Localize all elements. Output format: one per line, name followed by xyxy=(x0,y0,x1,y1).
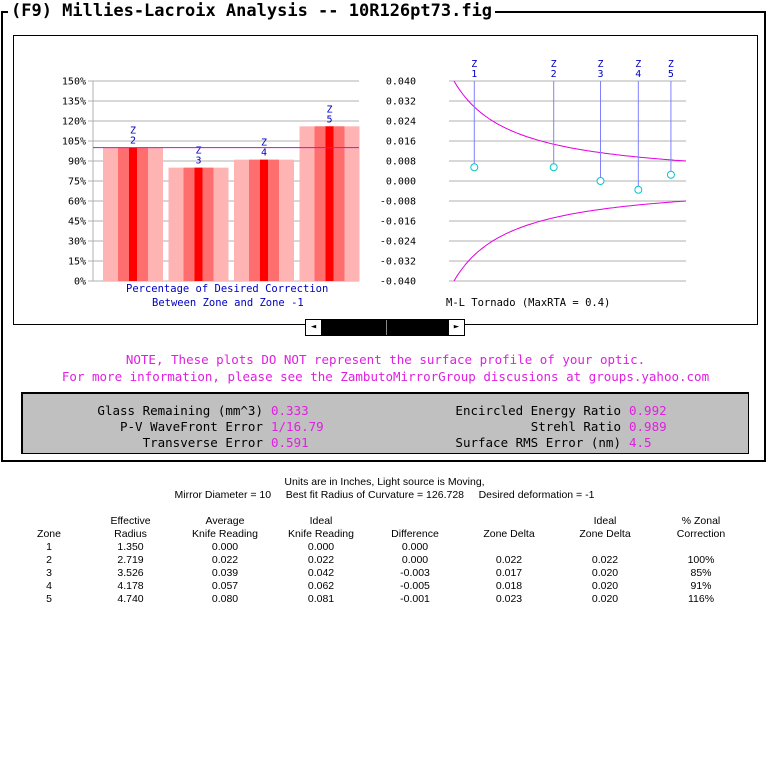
table-header-row-top xyxy=(14,515,749,528)
table-cell: 0.000 xyxy=(211,541,239,553)
note-line-2: For more information, please see the ZambutoMirrorGroup discusions at groups.yahoo.com xyxy=(61,369,710,384)
tornado-zone-marker xyxy=(635,186,642,193)
transverse-error-label: Transverse Error xyxy=(142,435,263,450)
bar-zone-number: 5 xyxy=(326,114,333,126)
table-cell: 2 xyxy=(46,554,52,566)
bar-inner xyxy=(195,168,203,281)
header-bottom-cell: Correction xyxy=(676,528,726,540)
transverse-error-value: 0.591 xyxy=(271,435,309,450)
header-bottom-cell: Zone xyxy=(37,528,61,540)
header-bottom-cell: Knife Reading xyxy=(192,528,258,540)
tornado-y-tick-label: 0.024 xyxy=(385,116,416,128)
tornado-zone-label: Z xyxy=(597,59,604,70)
table-cell: 0.000 xyxy=(401,541,429,553)
header-bottom-cell: Difference xyxy=(391,528,439,540)
bar-y-tick-label: 135% xyxy=(61,96,86,108)
table-cell: -0.001 xyxy=(400,593,430,605)
bar-zone-label: Z xyxy=(195,145,202,157)
bar-inner xyxy=(260,160,268,281)
bar-y-tick-label: 15% xyxy=(67,256,86,268)
table-cell: 4.740 xyxy=(117,593,144,605)
table-cell: 0.062 xyxy=(307,580,335,592)
tornado-caption: M-L Tornado (MaxRTA = 0.4) xyxy=(446,297,611,309)
table-cell: 116% xyxy=(687,593,715,605)
header-top-cell xyxy=(369,515,461,528)
header-top-cell: Ideal xyxy=(309,515,333,527)
surface-rms-label: Surface RMS Error (nm) xyxy=(455,435,621,450)
encircled-energy xyxy=(393,403,667,418)
bar-inner xyxy=(326,126,334,281)
tornado-zone-label: Z xyxy=(471,59,478,70)
scroll-thumb[interactable] xyxy=(386,320,387,335)
header-bottom-cell: Zone Delta xyxy=(579,528,631,540)
plots-panel xyxy=(13,35,758,325)
pv-error-label: P-V WaveFront Error xyxy=(120,419,263,434)
bar-zone-number: 4 xyxy=(260,147,268,159)
table-cell: 85% xyxy=(690,567,712,579)
header-top-cell: Average xyxy=(205,515,245,527)
table-cell: 0.018 xyxy=(495,580,523,592)
pv-error-value: 1/16.79 xyxy=(271,419,324,434)
table-cell xyxy=(461,541,557,554)
surface-rms-value: 4.5 xyxy=(629,435,652,450)
tornado-y-tick-label: 0.040 xyxy=(385,76,416,88)
tornado-y-tick-label: -0.032 xyxy=(379,256,416,268)
tornado-zone-number: 1 xyxy=(471,69,478,80)
table-cell: 0.022 xyxy=(211,554,239,566)
bar-zone-number: 3 xyxy=(195,155,202,167)
surface-rms xyxy=(393,435,652,450)
table-cell: 1 xyxy=(46,541,52,553)
table-cell: 0.020 xyxy=(591,567,619,579)
tornado-y-tick-label: -0.040 xyxy=(379,276,416,288)
glass-remaining-value: 0.333 xyxy=(271,403,309,418)
bar-y-tick-label: 60% xyxy=(67,196,86,208)
tornado-zone-number: 5 xyxy=(667,69,674,80)
bar-y-tick-label: 150% xyxy=(61,76,86,88)
bar-zone-number: 2 xyxy=(129,135,137,147)
table-cell: 0.057 xyxy=(211,580,239,592)
tornado-zone-label: Z xyxy=(635,59,642,70)
tornado-y-tick-label: -0.016 xyxy=(379,216,416,228)
bar-y-tick-label: 120% xyxy=(61,116,86,128)
tornado-zone-label: Z xyxy=(550,59,557,70)
tornado-zone-number: 3 xyxy=(597,69,604,80)
bar-inner xyxy=(129,148,137,281)
table-cell: 0.022 xyxy=(307,554,335,566)
tornado-zone-number: 4 xyxy=(635,69,642,80)
header-bottom-cell: Zone Delta xyxy=(483,528,535,540)
table-cell: 0.020 xyxy=(591,580,619,592)
header-top-cell: Effective xyxy=(110,515,151,527)
header-bottom-cell: Knife Reading xyxy=(288,528,354,540)
bar-y-tick-label: 30% xyxy=(67,236,86,248)
table-header-row-bottom xyxy=(14,528,749,541)
table-cell: 0.039 xyxy=(211,567,239,579)
report-line-1: Units are in Inches, Light source is Moving, xyxy=(284,476,485,488)
scroll-right-arrow-icon[interactable]: ► xyxy=(448,320,464,335)
stats-panel xyxy=(21,392,749,454)
table-cell: 0.042 xyxy=(307,567,335,579)
horizontal-scrollbar[interactable] xyxy=(305,319,465,336)
tornado-y-tick-label: -0.024 xyxy=(379,236,416,248)
bar-caption-1: Percentage of Desired Correction xyxy=(126,283,329,295)
table-cell: 1.350 xyxy=(117,541,144,553)
tornado-y-tick-label: 0.032 xyxy=(385,96,416,108)
bar-y-tick-label: 90% xyxy=(67,156,86,168)
scroll-left-arrow-icon[interactable]: ◄ xyxy=(306,320,322,335)
table-cell: 0.023 xyxy=(495,593,523,605)
table-cell: 0.022 xyxy=(591,554,619,566)
table-cell: 3 xyxy=(46,567,52,579)
glass-remaining-label: Glass Remaining (mm^3) xyxy=(97,403,263,418)
table-cell: -0.005 xyxy=(400,580,430,592)
note-line-1: NOTE, These plots DO NOT represent the surface profile of your optic. xyxy=(125,352,646,367)
analysis-frame xyxy=(1,11,766,462)
encircled-energy-label: Encircled Energy Ratio xyxy=(455,403,621,418)
tornado-zone-number: 2 xyxy=(550,69,557,80)
table-row xyxy=(14,593,749,606)
header-top-cell: Ideal xyxy=(593,515,617,527)
table-cell: 100% xyxy=(687,554,715,566)
table-row xyxy=(14,567,749,580)
header-top-cell xyxy=(461,515,557,528)
table-cell: 4.178 xyxy=(117,580,144,592)
table-cell: 0.000 xyxy=(307,541,335,553)
table-cell: -0.003 xyxy=(400,567,430,579)
table-cell: 0.017 xyxy=(495,567,523,579)
tornado-zone-marker xyxy=(597,178,604,185)
table-cell: 0.022 xyxy=(495,554,523,566)
strehl-ratio-value: 0.989 xyxy=(629,419,667,434)
report-line-2: Mirror Diameter = 10 Best fit Radius of Curvature = 126.728 Desired deformation = -1 xyxy=(174,489,595,501)
strehl-ratio xyxy=(393,419,667,434)
plots-svg xyxy=(14,36,757,324)
table-cell: 91% xyxy=(690,580,712,592)
bar-zone-label: Z xyxy=(326,104,333,116)
tornado-y-tick-label: 0.000 xyxy=(385,176,416,188)
bar-y-tick-label: 45% xyxy=(67,216,86,228)
tornado-zone-label: Z xyxy=(667,59,674,70)
table-cell: 0.081 xyxy=(307,593,335,605)
table-cell: 0.020 xyxy=(591,593,619,605)
encircled-energy-value: 0.992 xyxy=(629,403,667,418)
bar-y-tick-label: 0% xyxy=(73,276,86,288)
tornado-y-tick-label: 0.016 xyxy=(385,136,416,148)
tornado-y-tick-label: -0.008 xyxy=(379,196,416,208)
table-cell: 0.000 xyxy=(401,554,429,566)
table-row xyxy=(14,554,749,567)
pv-error xyxy=(33,419,324,434)
header-top-cell xyxy=(14,515,84,528)
glass-remaining xyxy=(33,403,309,418)
tornado-zone-marker xyxy=(667,171,674,178)
table-cell xyxy=(557,541,653,554)
bar-caption-2: Between Zone and Zone -1 xyxy=(152,297,304,309)
transverse-error xyxy=(33,435,309,450)
table-cell: 0.080 xyxy=(211,593,239,605)
bar-y-tick-label: 105% xyxy=(61,136,86,148)
tornado-zone-marker xyxy=(550,164,557,171)
table-row xyxy=(14,580,749,593)
table-cell: 4 xyxy=(46,580,52,592)
table-cell xyxy=(653,541,749,554)
tornado-y-tick-label: 0.008 xyxy=(385,156,416,168)
bar-zone-label: Z xyxy=(260,137,268,149)
strehl-ratio-label: Strehl Ratio xyxy=(530,419,621,434)
table-cell: 3.526 xyxy=(117,567,144,579)
header-bottom-cell: Radius xyxy=(114,528,147,540)
bar-y-tick-label: 75% xyxy=(67,176,86,188)
table-cell: 5 xyxy=(46,593,52,605)
tornado-zone-marker xyxy=(471,164,478,171)
header-top-cell: % Zonal xyxy=(681,515,721,527)
window-title: (F9) Millies-Lacroix Analysis -- 10R126pt73.fig xyxy=(8,0,495,22)
zone-table xyxy=(14,515,749,606)
table-row xyxy=(14,541,749,554)
table-cell: 2.719 xyxy=(117,554,144,566)
bar-zone-label: Z xyxy=(129,125,137,137)
